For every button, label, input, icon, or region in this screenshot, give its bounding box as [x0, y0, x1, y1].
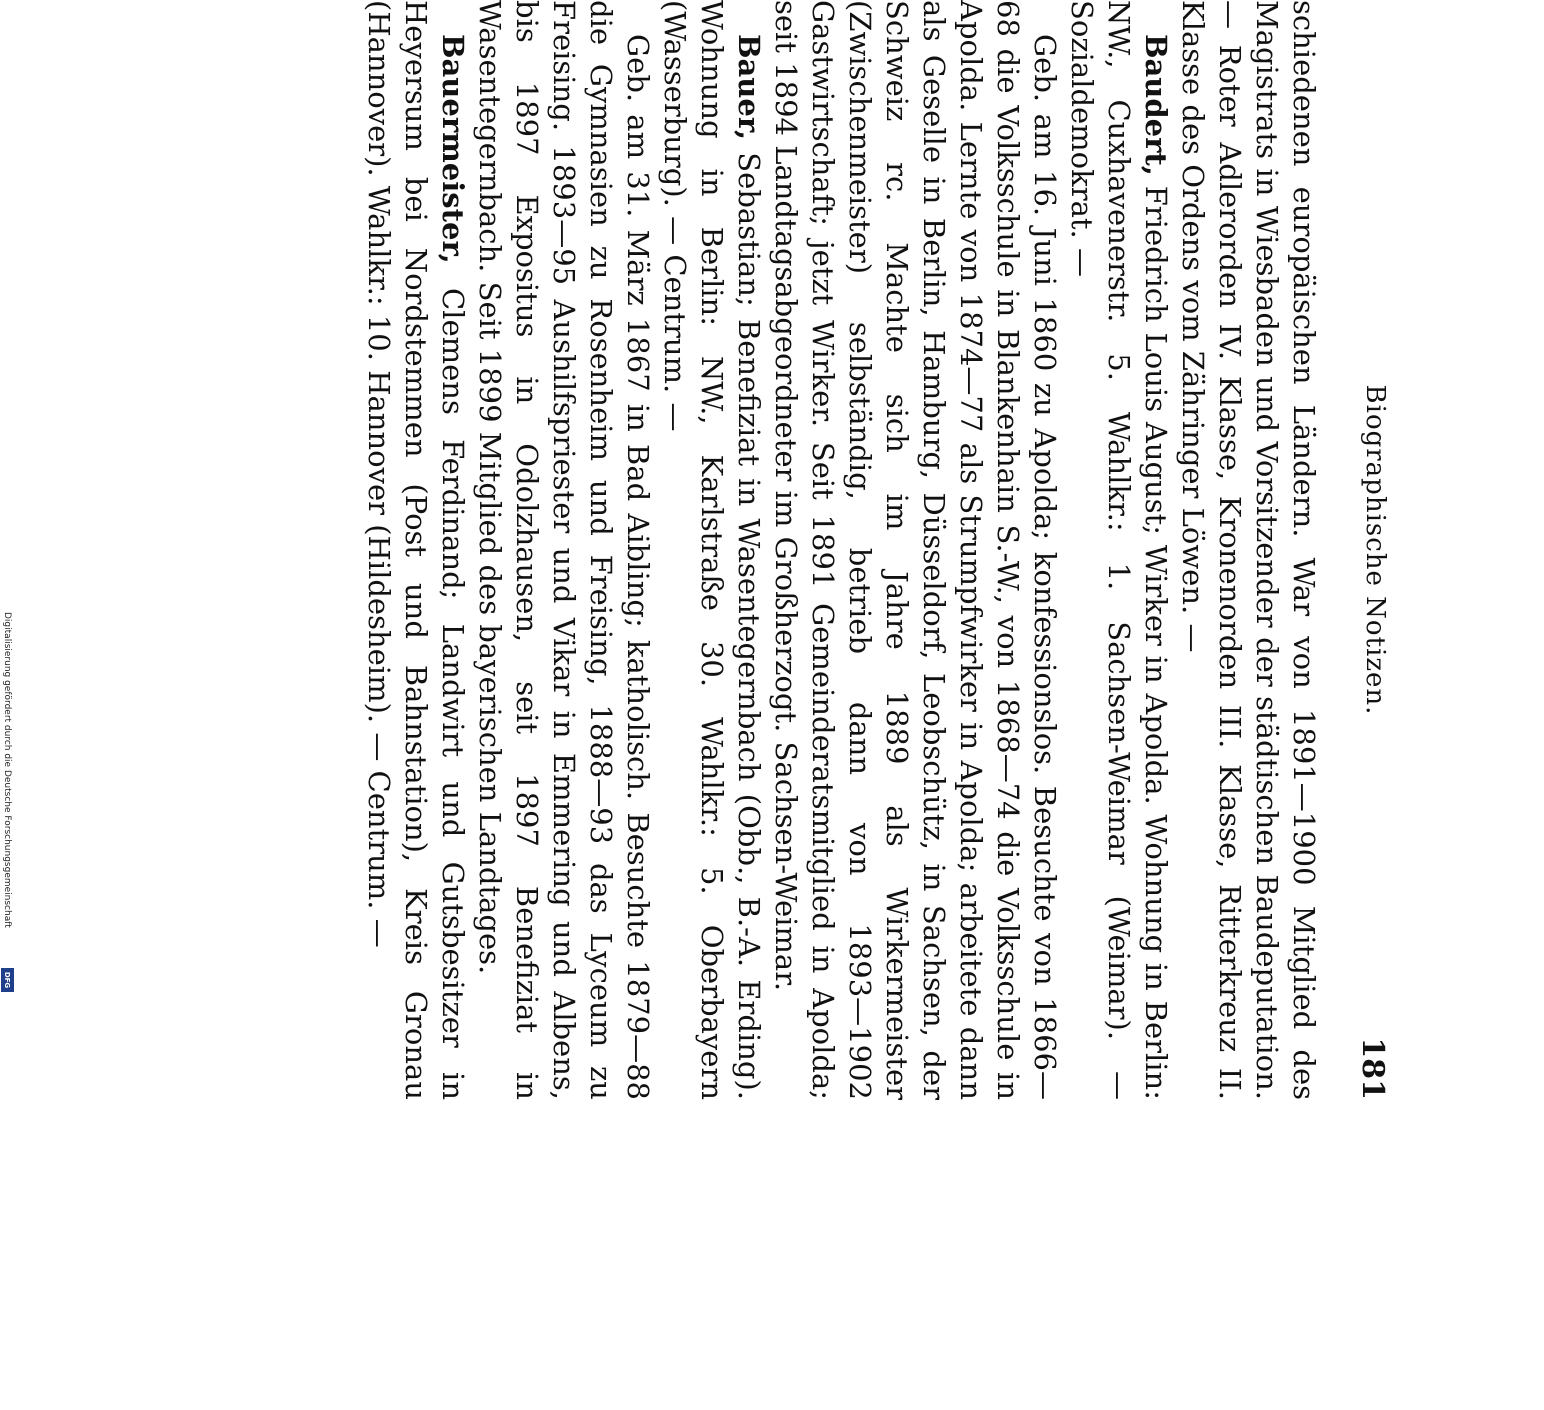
running-head [1350, 0, 1390, 1100]
funding-note [2, 612, 14, 990]
entry-bauer [656, 0, 767, 1100]
rotated-book-page [140, 0, 1410, 1410]
entry-bauermeister [360, 0, 471, 1100]
entry-text: Sebastian; Benefiziat in Wasentegernbach (Obb., B.-A. Erding). Wohnung in Berlin: NW., Karlstraße 30. Wahlkr.: 5. Oberbayern (Wasserburg). — Centrum. — [658, 0, 766, 1100]
entry-name: Bauermeister, [436, 34, 470, 264]
dfg-logo-text: DFG [3, 971, 12, 989]
birth-text: Geb. am 16. Juni 1860 zu Apolda; konfessionslos. Besuchte von 1866—68 die Volksschule in Blankenhain S.-W., von 1868—74 die Volksschule in Apolda. Lernte von 1874—77 als Strumpfwirker in Apolda; arbeitete dann als Geselle in Berlin, Hamburg, Düsseldorf, Leobschütz, in Sachsen, der Schweiz rc. Machte sich im Jahre 1889 als Wirkermeister (Zwischenmeister) selbständig, betrieb dann von 1893—1902 Gastwirtschaft; jetzt Wirker. Seit 1891 Gemeinderatsmitglied in Apolda; seit 1894 Landtagsabgeordneter im Großherzogt. Sachsen-Weimar. [769, 0, 1062, 1100]
birth-baudert [767, 0, 1063, 1100]
body-text [360, 0, 1322, 1100]
entry-text: Friedrich Louis August; Wirker in Apolda. Wohnung in Berlin: NW., Cuxhavenerstr. 5. Wahlkr.: 1. Sachsen-Weimar (Weimar). — Sozialdemokrat. — [1065, 0, 1173, 1100]
paragraph-continuation [1174, 0, 1322, 1100]
entry-name: Bauer, [732, 34, 766, 141]
entry-text: Clemens Ferdinand; Landwirt und Gutsbesitzer in Heyersum bei Nordstemmen (Post und Bahnstation), Kreis Gronau (Hannover). Wahlkr.: 10. Hannover (Hildesheim). — Centrum. — [362, 0, 470, 1100]
dfg-logo [1, 968, 14, 992]
entry-name: Baudert, [1139, 34, 1173, 176]
birth-bauer [471, 0, 656, 1100]
running-head-title: Biographische Notizen. [1360, 384, 1390, 716]
birth-text: Geb. am 31. März 1867 in Bad Aibling; katholisch. Besuchte 1879—88 die Gymnasien zu Rosenheim und Freising, 1888—93 das Lyceum zu Freising. 1893—95 Aushilfspriester und Vikar in Emmering und Albens, bis 1897 Expositus in Odolzhausen, seit 1897 Benefiziat in Wasentegernbach. Seit 1899 Mitglied des bayerischen Landtages. [473, 0, 655, 1100]
entry-baudert [1063, 0, 1174, 1100]
paragraph-text: schiedenen europäischen Ländern. War von 1891—1900 Mitglied des Magistrats in Wiesbaden und Vorsitzender der städtischen Baudeputation. — Roter Adlerorden IV. Klasse, Kronenorden III. Klasse, Ritterkreuz II. Klasse des Ordens vom Zähringer Löwen. — [1176, 0, 1321, 1100]
page-content [150, 0, 1410, 1100]
funding-note-text: Digitalisierung gefördert durch die Deutsche Forschungsgemeinschaft [2, 612, 12, 928]
page-number: 181 [1355, 1037, 1390, 1100]
